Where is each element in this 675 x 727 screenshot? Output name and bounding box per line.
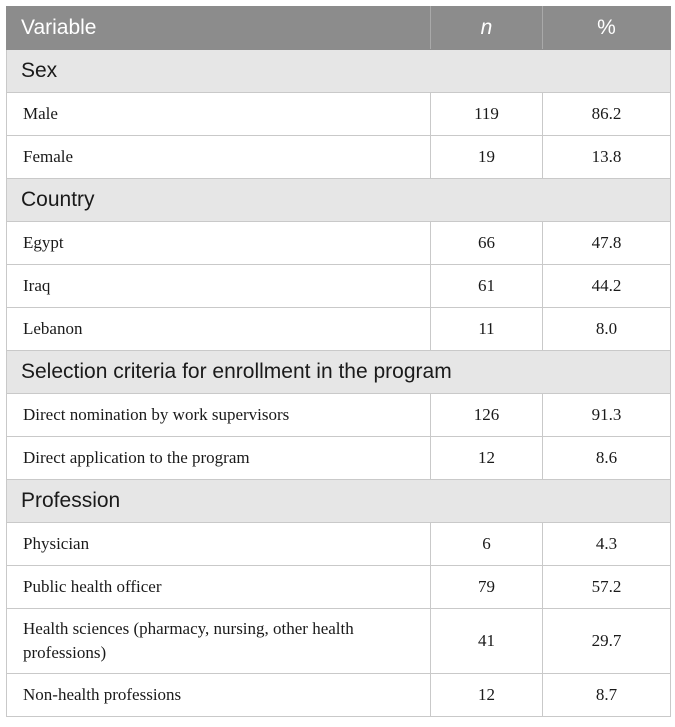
section-row-sex	[7, 50, 671, 93]
section-title: Sex	[7, 50, 671, 93]
section-title: Country	[7, 179, 671, 222]
row-percent: 91.3	[543, 394, 671, 437]
header-variable: Variable	[7, 7, 431, 50]
section-row-selection-criteria	[7, 351, 671, 394]
table-row	[7, 265, 671, 308]
row-n: 11	[431, 308, 543, 351]
row-label: Iraq	[7, 265, 431, 308]
row-label: Non-health professions	[7, 674, 431, 717]
row-n: 12	[431, 437, 543, 480]
header-n: n	[431, 7, 543, 50]
row-label: Direct nomination by work supervisors	[7, 394, 431, 437]
row-label: Egypt	[7, 222, 431, 265]
table-row	[7, 394, 671, 437]
row-label: Female	[7, 136, 431, 179]
header-row	[7, 7, 671, 50]
row-label: Lebanon	[7, 308, 431, 351]
row-n: 66	[431, 222, 543, 265]
section-title: Profession	[7, 480, 671, 523]
table-row	[7, 674, 671, 717]
table-row	[7, 523, 671, 566]
row-percent: 47.8	[543, 222, 671, 265]
row-percent: 86.2	[543, 93, 671, 136]
row-n: 41	[431, 609, 543, 674]
section-row-country	[7, 179, 671, 222]
row-n: 119	[431, 93, 543, 136]
table-row	[7, 437, 671, 480]
table-row	[7, 222, 671, 265]
row-percent: 44.2	[543, 265, 671, 308]
row-percent: 8.6	[543, 437, 671, 480]
row-label: Direct application to the program	[7, 437, 431, 480]
table-row	[7, 308, 671, 351]
row-n: 6	[431, 523, 543, 566]
row-n: 19	[431, 136, 543, 179]
row-n: 79	[431, 566, 543, 609]
section-row-profession	[7, 480, 671, 523]
row-percent: 8.0	[543, 308, 671, 351]
row-n: 126	[431, 394, 543, 437]
table-row	[7, 609, 671, 674]
row-label: Health sciences (pharmacy, nursing, other health professions)	[7, 609, 431, 674]
row-label: Physician	[7, 523, 431, 566]
row-percent: 57.2	[543, 566, 671, 609]
row-n: 61	[431, 265, 543, 308]
row-label: Public health officer	[7, 566, 431, 609]
row-label: Male	[7, 93, 431, 136]
section-title: Selection criteria for enrollment in the program	[7, 351, 671, 394]
header-percent: %	[543, 7, 671, 50]
table-row	[7, 566, 671, 609]
row-percent: 13.8	[543, 136, 671, 179]
table-row	[7, 93, 671, 136]
row-percent: 4.3	[543, 523, 671, 566]
row-n: 12	[431, 674, 543, 717]
row-percent: 8.7	[543, 674, 671, 717]
row-percent: 29.7	[543, 609, 671, 674]
table-row	[7, 136, 671, 179]
demographics-table	[6, 6, 671, 717]
